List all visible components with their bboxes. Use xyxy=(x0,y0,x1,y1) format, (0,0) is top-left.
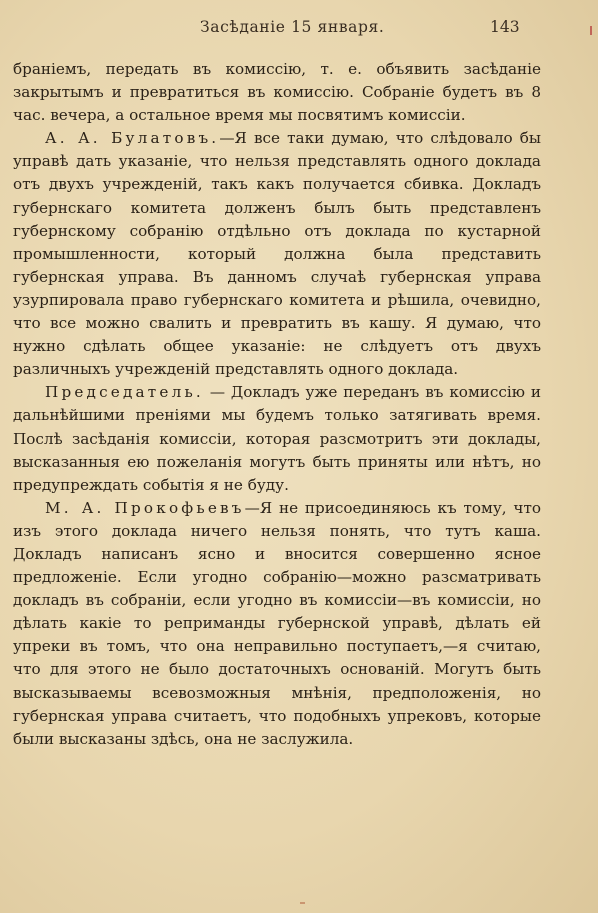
paragraph-continuation xyxy=(13,58,541,127)
paragraph-text: —Я не присоединяюсь къ тому, что изъ этого доклада ничего нельзя понять, что тутъ каша. Докладъ написанъ ясно и вносится совершенно ясное предложеніе. Если угодно собранію—можно разсматривать докладъ въ собраніи, если угодно въ комиссіи—въ комиссіи, но дѣлать какіе то реприманды губернской управѣ, дѣлать ей упреки въ томъ, что она неправильно поступаетъ,—я считаю, что для этого не было достаточныхъ основаній. Могутъ быть высказываемы всевозможныя мнѣнія, предположенія, но губернская управа считаетъ, что подобныхъ упрековъ, которые были высказаны здѣсь, она не заслужила. xyxy=(13,498,541,748)
paragraph-prokofiev xyxy=(13,497,541,751)
body-text xyxy=(13,58,541,751)
speaker-name: А. А. Булатовъ. xyxy=(45,129,220,148)
paragraph-chairman xyxy=(13,381,541,496)
paragraph-text: — Докладъ уже переданъ въ комиссію и дальнѣйшими преніями мы будемъ только затягивать время. Послѣ засѣданія комиссіи, которая разсмотритъ эти доклады, высказанныя ею пожеланія могутъ быть приняты или нѣтъ, но предупреждать событія я не буду. xyxy=(13,383,541,494)
speaker-name: М. А. Прокофьевъ xyxy=(45,498,245,517)
running-head xyxy=(0,18,598,42)
speaker-name: Председатель. xyxy=(45,383,204,402)
paragraph-bulatov xyxy=(13,127,541,381)
paragraph-text: —Я все таки думаю, что слѣдовало бы управѣ дать указаніе, что нельзя представлять одного доклада отъ двухъ учрежденій, такъ какъ получается сбивка. Докладъ губернскаго комитета долженъ былъ быть представленъ губернскому собранію отдѣльно отъ доклада по кустарной промышленности, который должна была представить губернская управа. Въ данномъ случаѣ губернская управа узурпировала право губернскаго комитета и рѣшила, очевидно, что все можно свалить и превратить въ кашу. Я думаю, что нужно сдѣлать общее указаніе: не слѣдуетъ отъ двухъ различныхъ учрежденій представлять одного доклада. xyxy=(13,129,542,379)
paragraph-text: браніемъ, передать въ комиссію, т. е. объявить засѣданіе закрытымъ и превратиться въ комиссію. Собраніе будетъ въ 8 час. вечера, а остальное время мы посвятимъ комиссіи. xyxy=(13,60,541,125)
paper-speck xyxy=(300,902,305,904)
edge-mark xyxy=(590,26,592,35)
page-number: 143 xyxy=(490,18,520,36)
running-head-title: Засѣданіе 15 января. xyxy=(200,18,385,36)
